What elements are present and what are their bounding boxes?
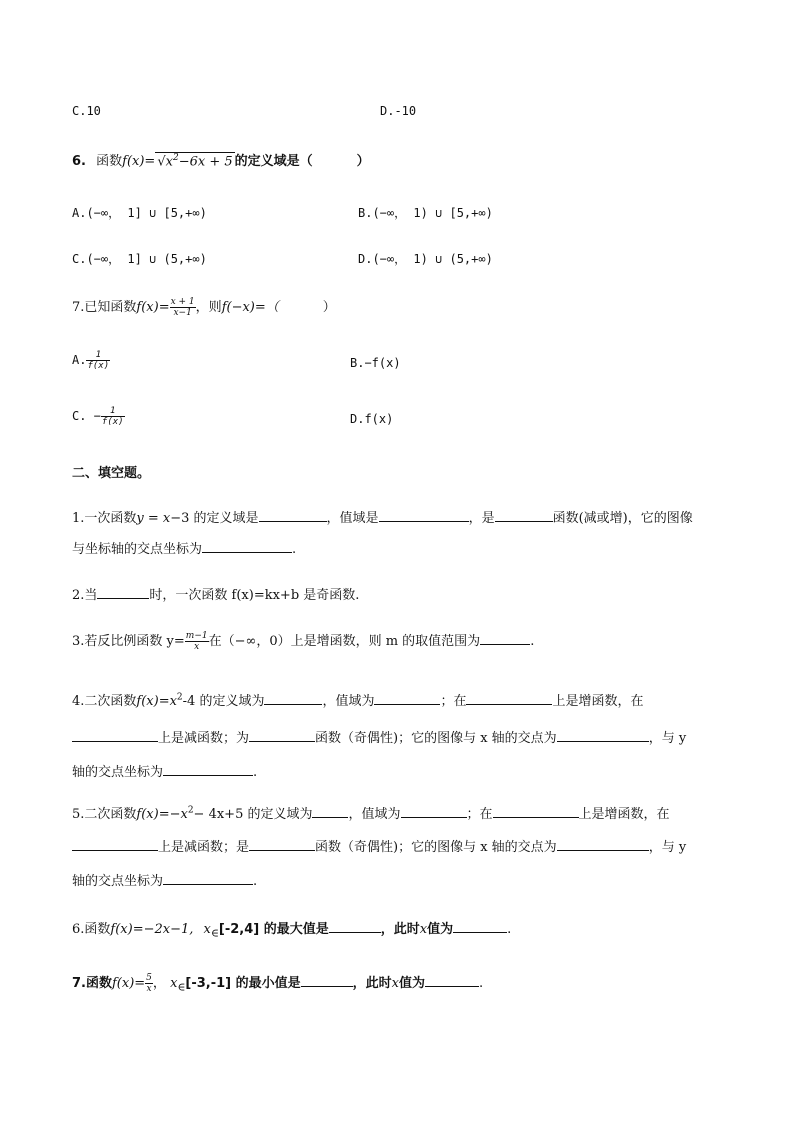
q6-close: ） [356,154,370,169]
fill-7: 7.函数f(x)= $\frac{5}{x}$ ， $x_\in[-3,-1]$ 的最小值是 ，此时x值为 . [72,973,484,994]
q7-close: ） [322,300,336,315]
blank[interactable] [493,805,579,818]
fill-5-line-2: 上是减函数；是 函数（奇偶性)；它的图像与 x 轴的交点为 ，与 y [72,836,686,855]
blank[interactable] [480,632,530,645]
q7-option-b: B.−f(x) [350,356,401,370]
blank[interactable] [97,586,149,599]
q6-option-b: B.(−∞， 1) ∪ [5,+∞) [358,206,493,220]
q7-option-a: A. $\frac{1}{f(x)}$ [72,350,110,371]
blank[interactable] [466,692,552,705]
q5-option-d: D.-10 [380,104,417,118]
q7-option-d: D.f(x) [350,412,394,426]
blank[interactable] [249,729,315,742]
blank[interactable] [163,763,253,776]
q6-post: 的定义域是（ [234,154,313,169]
blank[interactable] [202,540,292,553]
fill-4-line-2: 上是减函数；为 函数（奇偶性)；它的图像与 x 轴的交点为 ，与 y [72,727,686,746]
blank[interactable] [312,805,348,818]
question-7 [72,296,336,318]
q6-option-a: A.(−∞， 1] ∪ [5,+∞) [72,206,207,220]
blank[interactable] [301,974,353,987]
blank[interactable] [259,509,327,522]
fill-2: 2.当 时，一次函数 f(x)=kx+b 是奇函数. [72,588,360,603]
section-title: 二、填空题。 [72,466,151,481]
blank[interactable] [495,509,553,522]
fill-4-line-1: 4.二次函数$f(x)=x^2-4$ 的定义域为 ，值域为 ；在 上是增函数，在 [72,692,644,709]
fill-3: 3.若反比例函数 y= $\frac{m-1}{x}$ 在（−∞，0）上是增函数，则 m 的取值范围为 . [72,631,535,652]
blank[interactable] [249,838,315,851]
q7-post: ，则 [195,300,222,315]
blank[interactable] [264,692,322,705]
fill-5-line-1: 5.二次函数$f(x)=-x^2- 4x+5$ 的定义域为 ，值域为 ；在 上是增函数，在 [72,805,670,822]
q7-pre: 7.已知函数 [72,300,137,315]
q6-radical: $√x^2-6x + 5$ [157,152,233,169]
fill-1-line-1: 1.一次函数y = x−3 的定义域是 ，值域是 ，是 函数(减或增)，它的图像 [72,511,693,526]
blank[interactable] [329,920,381,933]
q7-fx: f(x)= [136,300,170,315]
q6-option-d: D.(−∞， 1) ∪ (5,+∞) [358,252,493,266]
question-6 [72,150,370,169]
q6-number: 6. [72,154,86,169]
q7-option-c: C. − $\frac{1}{f(x)}$ [72,406,124,427]
fill-6: 6.函数f(x)=−2x−1, $x_\in[-2,4]$ 的最大值是 ，此时x值为 . [72,922,512,940]
blank[interactable] [557,729,649,742]
q6-option-c: C.(−∞， 1] ∪ (5,+∞) [72,252,207,266]
q6-fx: f(x)= [122,154,156,169]
blank[interactable] [379,509,469,522]
fill-4-line-3: 轴的交点坐标为 . [72,765,258,780]
blank[interactable] [72,838,158,851]
q7-fraction: $\frac{x + 1}{x-1}$ [170,297,195,318]
blank[interactable] [401,805,467,818]
fill-1-line-2: 与坐标轴的交点坐标为 . [72,542,297,557]
blank[interactable] [557,838,649,851]
blank[interactable] [163,872,253,885]
blank[interactable] [453,920,507,933]
blank[interactable] [425,974,479,987]
q7-fneg: f(−x)=（ [221,300,279,315]
blank[interactable] [374,692,440,705]
blank[interactable] [72,729,158,742]
fill-5-line-3: 轴的交点坐标为 . [72,874,258,889]
q5-option-c: C.10 [72,104,101,118]
q6-pre: 函数 [96,154,123,169]
